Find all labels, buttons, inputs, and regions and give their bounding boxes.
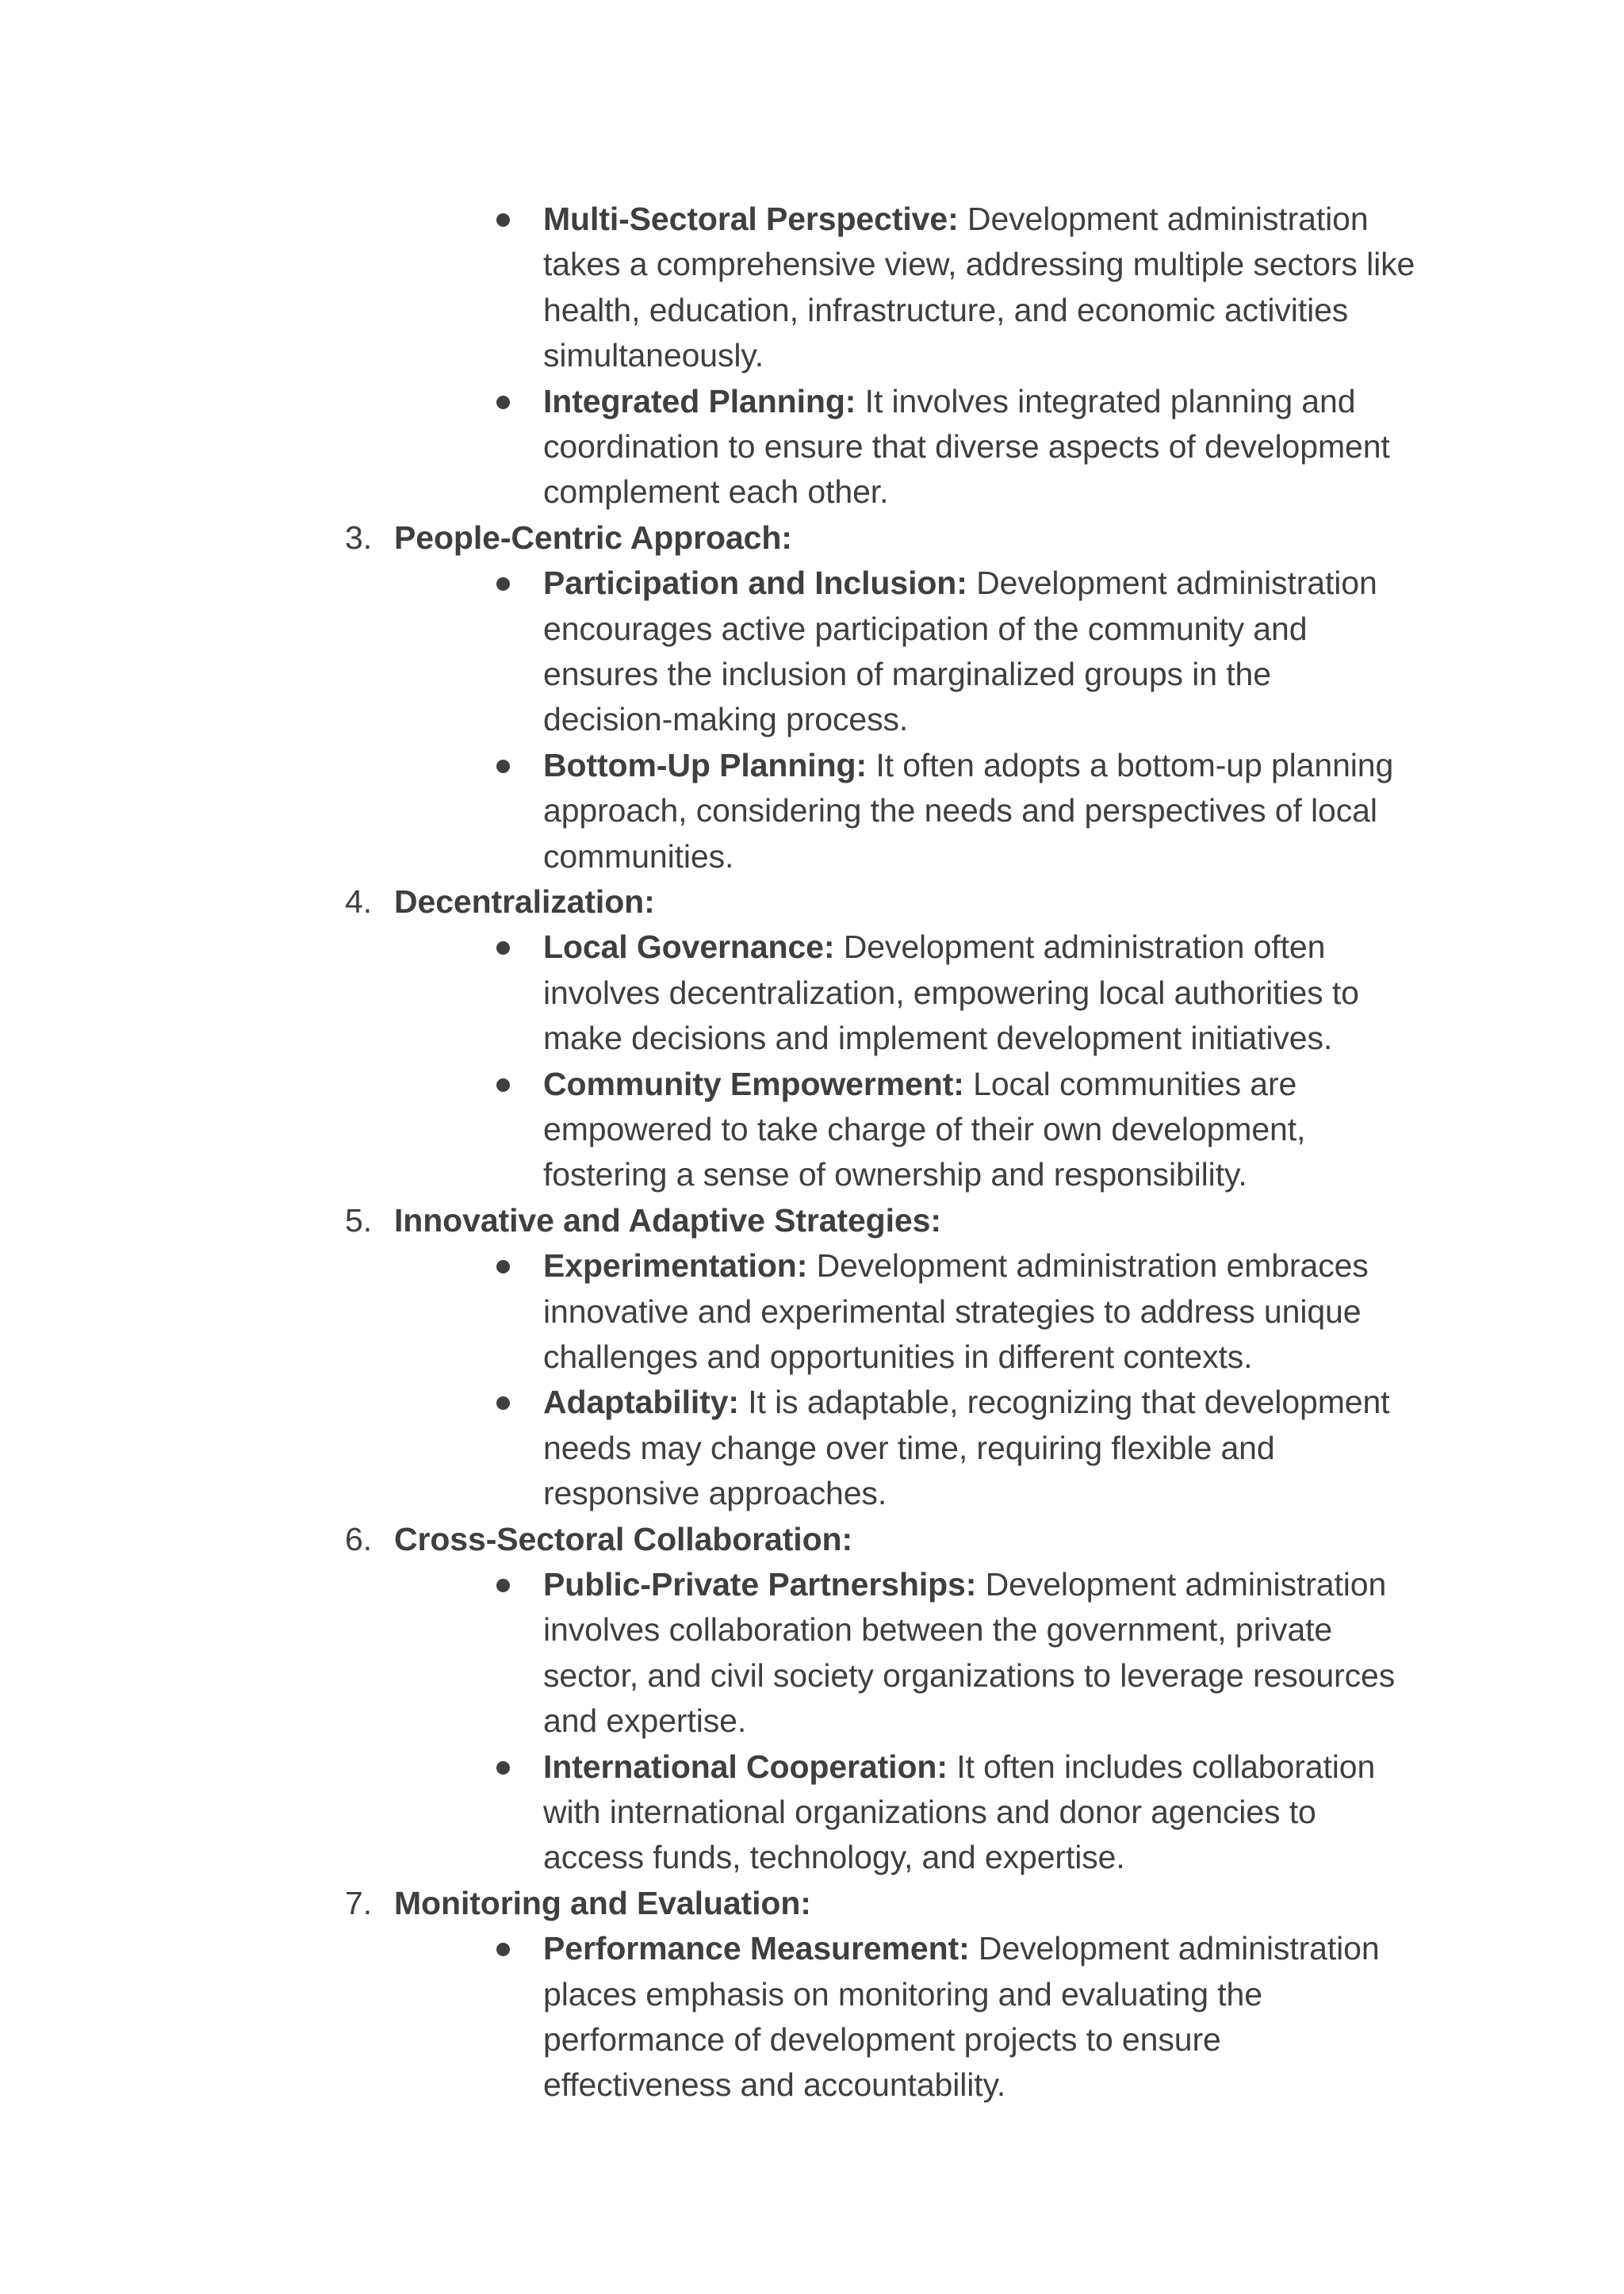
bullet-icon xyxy=(496,1761,510,1775)
section-heading: Innovative and Adaptive Strategies: xyxy=(394,1201,941,1239)
list-item-line xyxy=(543,697,908,742)
list-item-text: communities. xyxy=(543,837,734,875)
list-item-line xyxy=(543,1471,887,1516)
list-item-text: empowered to take charge of their own development, xyxy=(543,1111,1306,1147)
list-item-line xyxy=(543,1107,1305,1152)
list-item-text: Development administration xyxy=(958,201,1369,237)
list-item-line xyxy=(543,561,1377,606)
section-number: 7. xyxy=(345,1884,373,1921)
list-item-label: Adaptability: xyxy=(543,1384,739,1421)
list-item-line xyxy=(543,424,1390,469)
list-item-text: Development administration embraces xyxy=(807,1247,1369,1285)
list-item-line xyxy=(543,1152,1247,1197)
list-item-text: with international organizations and donor agencies to xyxy=(543,1794,1316,1830)
list-item-label: Bottom-Up Planning: xyxy=(543,746,868,783)
list-item-text: approach, considering the needs and perspectives of local xyxy=(543,792,1377,829)
list-item-label: Participation and Inclusion: xyxy=(543,565,967,602)
list-item-text: fostering a sense of ownership and responsibility. xyxy=(543,1156,1247,1193)
list-item-text: places emphasis on monitoring and evaluating the xyxy=(543,1975,1262,2013)
list-item-line xyxy=(543,971,1359,1016)
list-item-label: Experimentation: xyxy=(543,1247,808,1285)
list-item-label: Community Empowerment: xyxy=(543,1065,964,1102)
list-item-label: Public-Private Partnerships: xyxy=(543,1566,977,1603)
section-number: 3. xyxy=(345,519,373,556)
bullet-icon xyxy=(496,213,510,227)
list-item-line xyxy=(543,2062,1005,2108)
list-item-line xyxy=(543,1653,1395,1698)
list-item-text: simultaneously. xyxy=(543,337,764,374)
list-item-text: takes a comprehensive view, addressing multiple sectors like xyxy=(543,246,1415,283)
list-item-line xyxy=(543,1289,1361,1335)
bullet-icon xyxy=(496,577,510,591)
list-item-line xyxy=(543,288,1348,333)
list-item-text: Local communities are xyxy=(963,1065,1297,1102)
list-item-line xyxy=(543,652,1271,697)
list-item-text: Development administration often xyxy=(834,929,1326,966)
list-item-text: Development administration xyxy=(967,565,1377,602)
list-item-label: Performance Measurement: xyxy=(543,1930,970,1967)
list-item-line xyxy=(543,1972,1262,2017)
list-item-text: access funds, technology, and expertise. xyxy=(543,1839,1125,1876)
list-item-text: Development administration xyxy=(969,1930,1380,1967)
list-item-text: It often includes collaboration xyxy=(947,1748,1376,1785)
list-item-line xyxy=(543,788,1377,833)
bullet-icon xyxy=(496,1579,510,1592)
list-item-line xyxy=(543,1607,1332,1653)
list-item-line xyxy=(543,1790,1316,1835)
list-item-line xyxy=(543,1016,1332,1061)
list-item-text: challenges and opportunities in different contexts. xyxy=(543,1338,1253,1375)
bullet-icon xyxy=(496,941,510,955)
list-item-text: and expertise. xyxy=(543,1702,747,1740)
section-number: 6. xyxy=(345,1520,373,1557)
list-item-text: sector, and civil society organizations to leverage resources xyxy=(543,1656,1396,1694)
list-item-label: Local Governance: xyxy=(543,929,835,966)
list-item-text: involves decentralization, empowering local authorities to xyxy=(543,974,1359,1011)
bullet-icon xyxy=(496,1260,510,1273)
list-item-line xyxy=(543,1062,1297,1107)
list-item-text: encourages active participation of the community and xyxy=(543,610,1308,647)
list-item-line xyxy=(543,1335,1252,1380)
list-item-text: It is adaptable, recognizing that development xyxy=(738,1384,1390,1421)
section-heading: Decentralization: xyxy=(394,883,655,920)
list-item-line xyxy=(543,834,733,879)
bullet-icon xyxy=(496,1943,510,1956)
list-item-text: coordination to ensure that diverse aspects of development xyxy=(543,428,1390,465)
list-item-text: ensures the inclusion of marginalized groups in the xyxy=(543,656,1271,692)
list-item-text: decision-making process. xyxy=(543,701,909,738)
list-item-text: responsive approaches. xyxy=(543,1475,887,1512)
list-item-line xyxy=(543,607,1307,652)
list-item-line xyxy=(543,2017,1221,2062)
list-item-text: It often adopts a bottom-up planning xyxy=(867,746,1394,783)
list-item-line xyxy=(543,1243,1369,1289)
bullet-icon xyxy=(496,1396,510,1410)
list-item-line xyxy=(543,1744,1375,1790)
list-item-text: innovative and experimental strategies to address unique xyxy=(543,1293,1362,1330)
list-item-line xyxy=(543,1926,1380,1971)
list-item-line xyxy=(543,197,1369,242)
bullet-icon xyxy=(496,760,510,773)
list-item-line xyxy=(543,925,1325,970)
list-item-line xyxy=(543,469,888,515)
list-item-text: complement each other. xyxy=(543,473,889,511)
list-item-line xyxy=(543,333,764,378)
bullet-icon xyxy=(496,396,510,409)
list-item-text: performance of development projects to ensure xyxy=(543,2021,1221,2058)
section-heading: People-Centric Approach: xyxy=(394,519,792,556)
list-item-line xyxy=(543,1426,1275,1471)
list-item-line xyxy=(543,379,1355,424)
section-number: 4. xyxy=(345,883,373,920)
section-heading: Monitoring and Evaluation: xyxy=(394,1884,811,1921)
list-item-text: needs may change over time, requiring flexible and xyxy=(543,1429,1275,1466)
list-item-label: International Cooperation: xyxy=(543,1748,948,1785)
list-item-text: It involves integrated planning and xyxy=(856,382,1356,419)
list-item-text: effectiveness and accountability. xyxy=(543,2066,1006,2104)
list-item-label: Multi-Sectoral Perspective: xyxy=(543,201,959,237)
list-item-label: Integrated Planning: xyxy=(543,382,856,419)
list-item-text: make decisions and implement development initiatives. xyxy=(543,1020,1333,1057)
bullet-icon xyxy=(496,1078,510,1092)
section-number: 5. xyxy=(345,1201,373,1239)
list-item-line xyxy=(543,1698,746,1744)
list-item-line xyxy=(543,1835,1125,1880)
section-heading: Cross-Sectoral Collaboration: xyxy=(394,1520,853,1557)
list-item-line xyxy=(543,242,1415,287)
list-item-text: health, education, infrastructure, and economic activities xyxy=(543,291,1349,328)
list-item-text: Development administration xyxy=(976,1566,1387,1603)
list-item-line xyxy=(543,743,1393,788)
list-item-line xyxy=(543,1380,1389,1425)
list-item-text: involves collaboration between the government, private xyxy=(543,1611,1333,1649)
list-item-line xyxy=(543,1562,1386,1607)
